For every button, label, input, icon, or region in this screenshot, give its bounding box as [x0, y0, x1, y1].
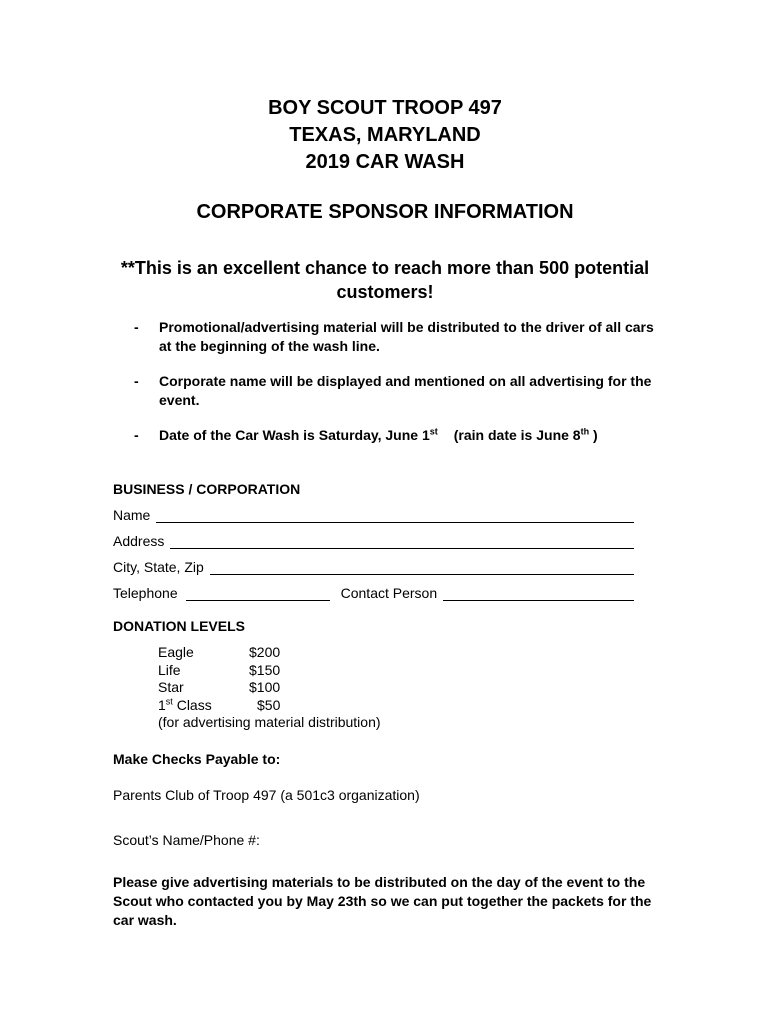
payee-text: Parents Club of Troop 497 (a 501c3 organization): [113, 787, 420, 803]
name-field: [113, 503, 634, 523]
level-amount: $50: [257, 696, 281, 713]
list-item: [158, 644, 381, 662]
checks-section-title: Make Checks Payable to:: [113, 751, 281, 767]
rain-date-close: ): [589, 427, 598, 443]
telephone-contact-field: [113, 581, 634, 601]
name-label: Name: [113, 507, 151, 523]
city-state-zip-label: City, State, Zip: [113, 559, 204, 575]
bullet-corporate-name: [134, 372, 654, 410]
intro-text: **This is an excellent chance to reach more than 500 potential customers!: [120, 258, 650, 302]
troop-title: BOY SCOUT TROOP 497: [268, 97, 502, 119]
city-state-zip-blank-line[interactable]: [210, 560, 634, 575]
page-heading: CORPORATE SPONSOR INFORMATION: [196, 201, 574, 223]
first-class-number: 1: [158, 696, 166, 713]
event-title: 2019 CAR WASH: [305, 151, 465, 173]
telephone-blank-line[interactable]: [186, 586, 330, 601]
bullet-promotional: [134, 318, 654, 356]
contact-person-label: Contact Person: [340, 585, 438, 601]
contact-person-blank-line[interactable]: [443, 586, 634, 601]
bullet-dash: -: [134, 427, 139, 443]
list-item: [158, 662, 381, 680]
level-name: [158, 697, 249, 715]
name-blank-line[interactable]: [156, 508, 634, 523]
level-name: Eagle: [158, 644, 194, 660]
bullet-text: Promotional/advertising material will be distributed to the driver of all cars at the beginning of the wash line.: [159, 319, 654, 354]
location-title: TEXAS, MARYLAND: [289, 124, 481, 146]
address-blank-line[interactable]: [170, 534, 634, 549]
scout-name-phone-label: Scout’s Name/Phone #:: [113, 832, 260, 848]
bullet-dash: -: [134, 319, 139, 335]
list-item: [158, 679, 381, 697]
telephone-label: Telephone: [113, 585, 178, 601]
level-name: Star: [158, 679, 184, 695]
first-class-suffix: st: [165, 695, 173, 706]
bullet-text: [159, 426, 654, 445]
date-suffix: st: [429, 426, 438, 437]
level-amount: $150: [249, 661, 281, 678]
list-item: [158, 697, 381, 715]
address-label: Address: [113, 533, 165, 549]
level-name: Life: [158, 661, 181, 678]
date-text: Date of the Car Wash is Saturday, June 1: [159, 427, 430, 443]
city-state-zip-field: [113, 555, 634, 575]
donation-note: (for advertising material distribution): [158, 714, 381, 730]
address-field: [113, 529, 634, 549]
rain-date-suffix: th: [580, 426, 590, 437]
first-class-word: Class: [172, 696, 212, 713]
level-amount: $200: [249, 644, 281, 660]
bullet-date: [134, 426, 654, 445]
bullet-text: Corporate name will be displayed and mentioned on all advertising for the event.: [159, 373, 652, 408]
business-section-title: BUSINESS / CORPORATION: [113, 481, 301, 497]
closing-instructions: Please give advertising materials to be distributed on the day of the event to the Scout who contacted you by May 23th so we can put together the packets for the car wash.: [113, 874, 652, 928]
donation-levels-list: [158, 644, 381, 732]
donation-section-title: DONATION LEVELS: [113, 618, 245, 634]
level-amount: $100: [249, 679, 281, 695]
bullet-dash: -: [134, 373, 139, 389]
rain-date: [454, 427, 598, 443]
rain-date-text: (rain date is June 8: [453, 427, 581, 443]
